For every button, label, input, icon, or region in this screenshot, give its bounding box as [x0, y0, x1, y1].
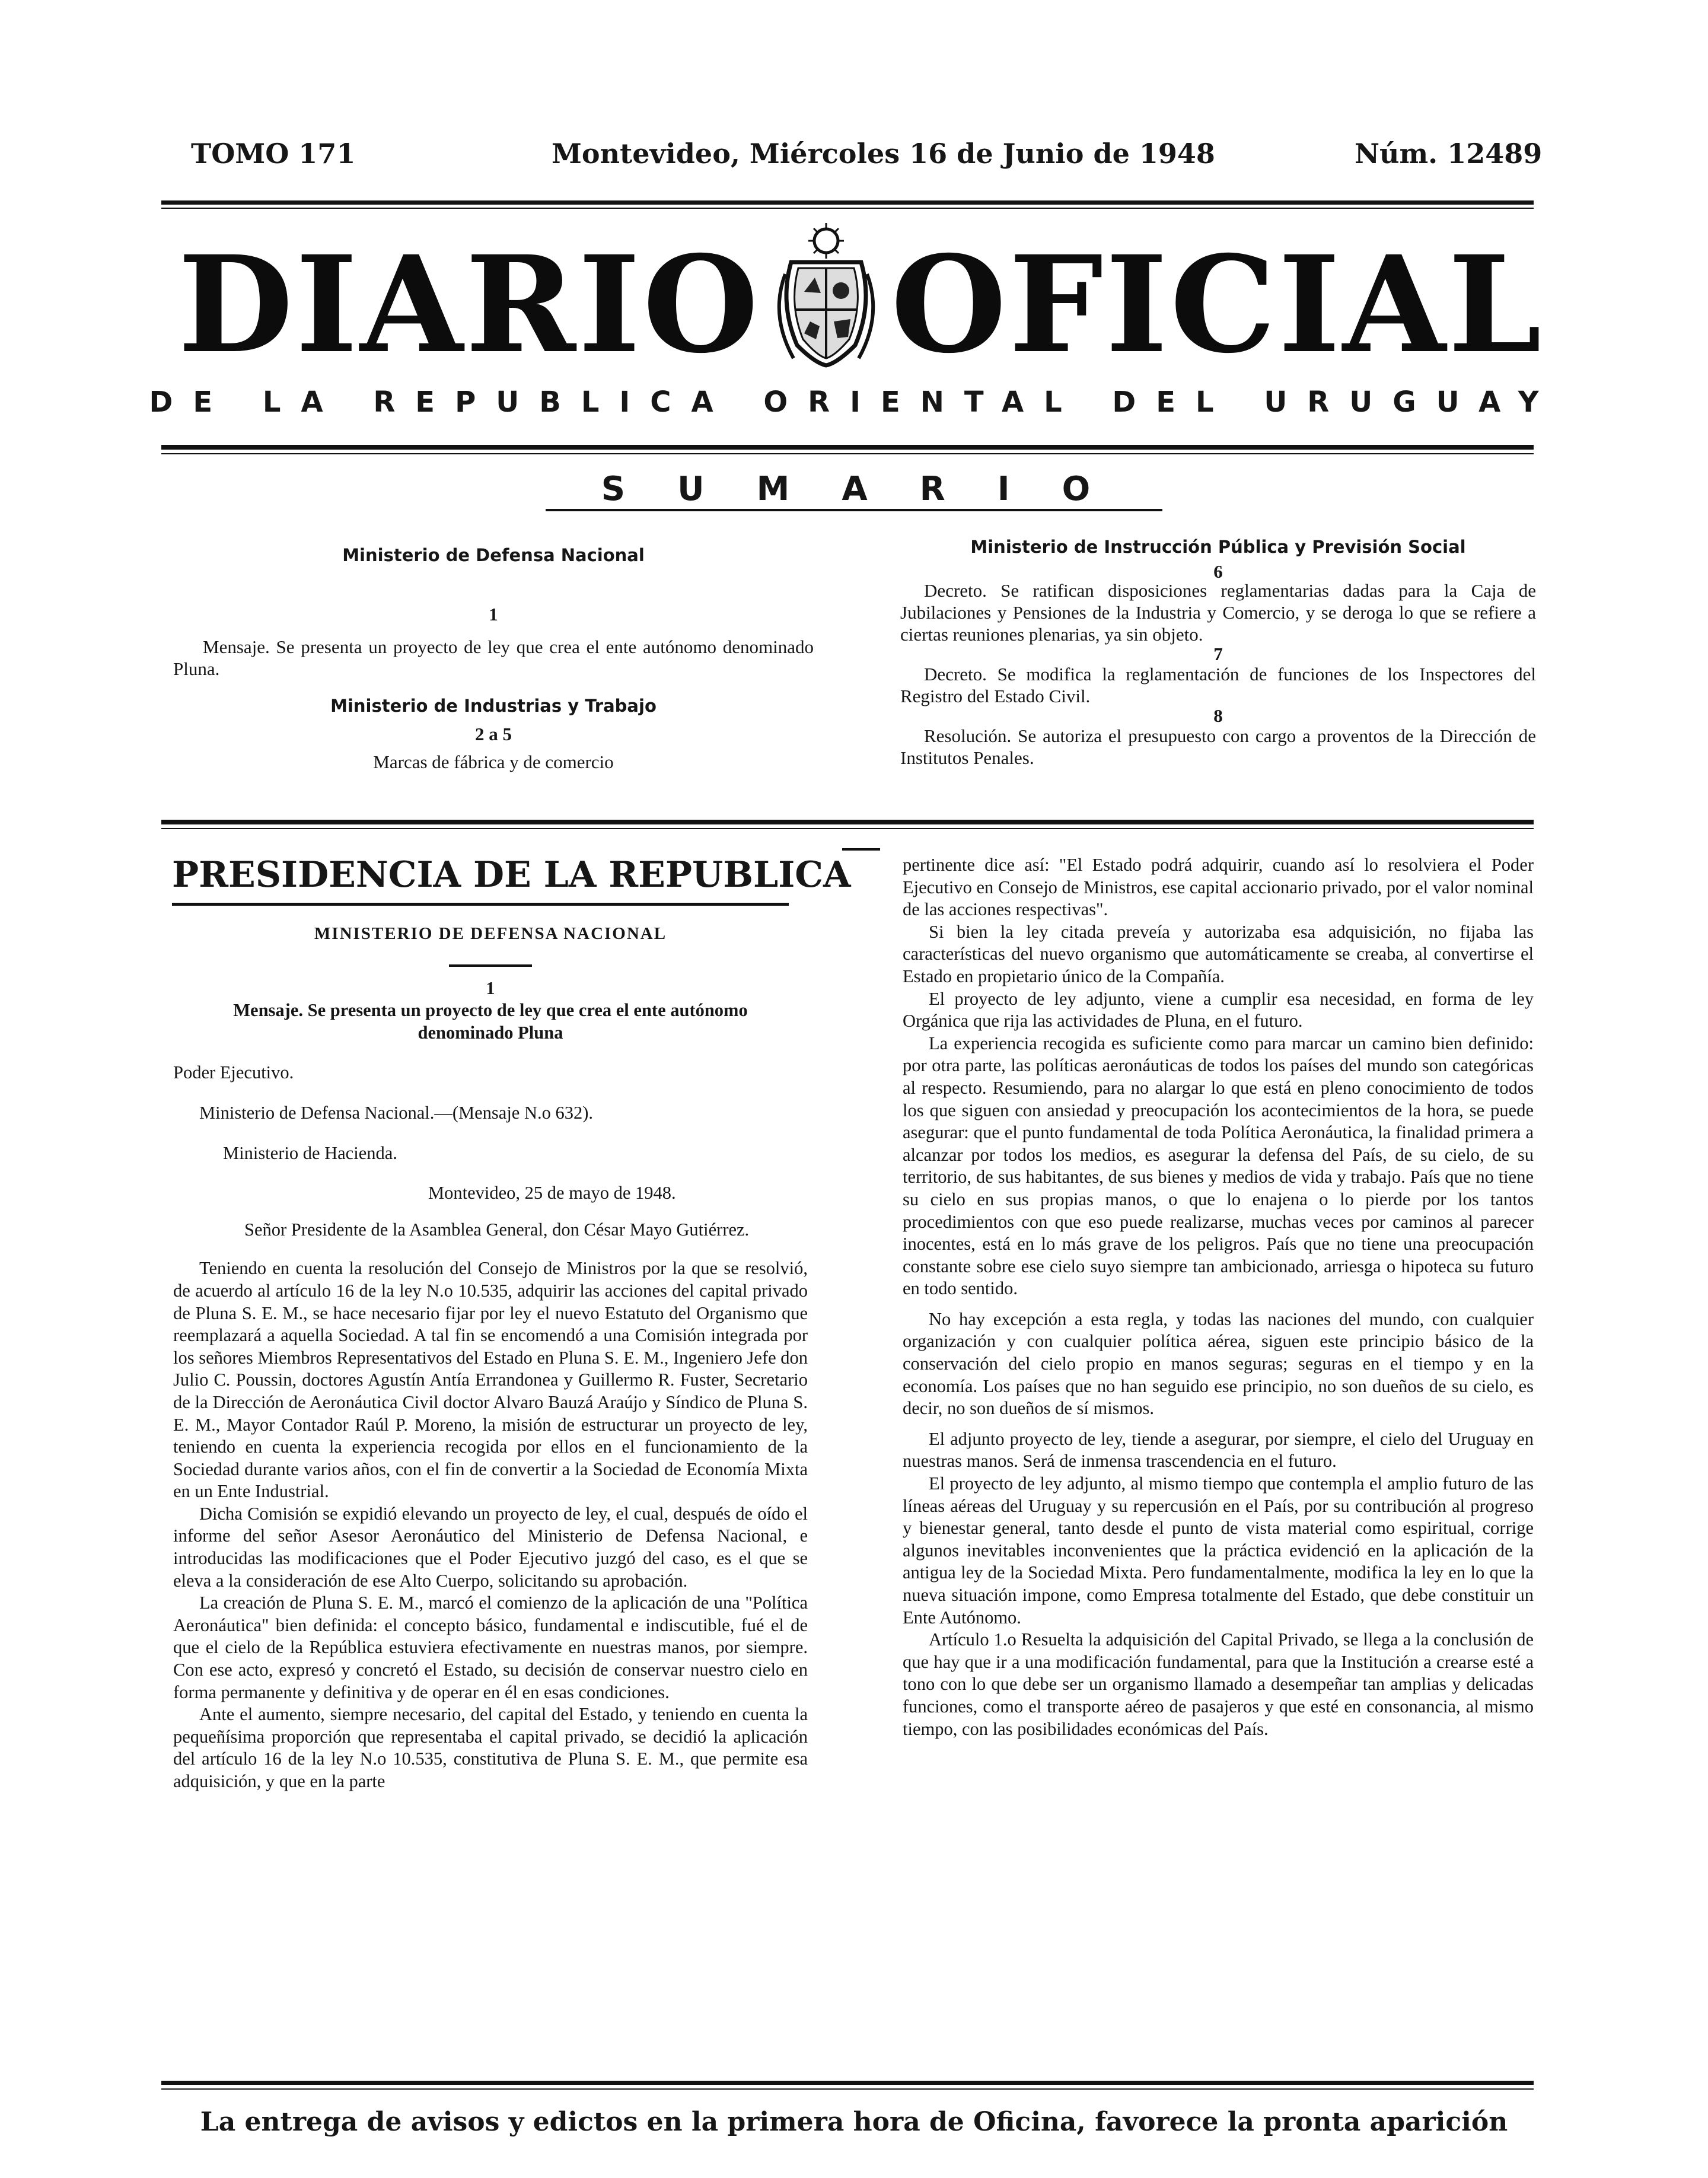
article-paragraph: La experiencia recogida es suficiente como para marcar un camino bien definido: por otra parte, las políticas aeronáuticas de todos los países del mundo son categóricas al respecto. Resumiendo, para no alargar lo que está en pleno conocimiento de todos los que siguen con ansiedad y preocupación los acontecimientos de la hora, se puede asegurar: que el punto fundamental de toda Política Aeronáutica, la finalidad primera a alcanzar por todos los medios, es asegurar la defensa del País, de su cielo, de su territorio, de sus habitantes, de sus bienes y medios de vida y trabajo. País que no tiene su cielo en sus propias manos, o que lo enajena o lo pierde por los tantos procedimientos con que eso puede realizarse, muchas veces por caminos al parecer inocentes, está en lo más grave de los peligros. País que no tiene una preocupación constante sobre ese cielo suyo siempre tan ambicionado, arriesga o hipoteca su futuro en todo sentido.: [903, 1033, 1534, 1299]
summary-title-underline: [546, 509, 1162, 511]
summary-bottom-rule: [161, 820, 1534, 824]
summary-item-text: Marcas de fábrica y de comercio: [373, 752, 614, 772]
summary-bottom-rule-thin: [161, 828, 1534, 829]
article-paragraph: El adjunto proyecto de ley, tiende a asegurar, por siempre, el cielo del Uruguay en nuestras manos. Será de inmensa trascendencia en el futuro.: [903, 1428, 1534, 1472]
article-ministry: MINISTERIO DE DEFENSA NACIONAL: [314, 924, 667, 943]
summary-title: SUMARIO: [601, 470, 1143, 508]
summary-item-text: Mensaje. Se presenta un proyecto de ley que crea el ente autónomo denominado Pluna.: [173, 636, 814, 679]
summary-item-text: Decreto. Se modifica la reglamentación de funciones de los Inspectores del Registro del Estado Civil.: [900, 664, 1536, 706]
masthead-title-right: OFICIAL: [891, 227, 1544, 383]
article-line: Poder Ejecutivo.: [173, 1062, 294, 1083]
summary-right-column: [900, 536, 1536, 769]
issue-number: Núm. 12489: [1355, 138, 1543, 170]
article-heading: Mensaje. Se presenta un proyecto de ley que crea el ente autónomo denominado Pluna: [233, 1000, 748, 1043]
article-paragraph: Teniendo en cuenta la resolución del Consejo de Ministros por la que se resolvió, de acuerdo al artículo 16 de la ley N.o 10.535, adquirir las acciones del capital privado de Pluna S. E. M., se hace necesario fijar por ley el nuevo Estatuto del Organismo que reemplazará a aquella Sociedad. A tal fin se encomendó a una Comisión integrada por los señores Miembros Representativos del Estado en Pluna S. E. M., Ingeniero Jefe don Julio C. Poussin, doctores Agustín Antía Errandonea y Guillermo R. Fuster, Secretario de la Dirección de Aeronáutica Civil doctor Alvaro Bauzá Araújo y Síndico de Pluna S. E. M., Mayor Contador Raúl P. Moreno, la misión de estructurar un proyecto de ley, teniendo en cuenta la experiencia recogida por ellos en el funcionamiento de la Sociedad durante varios años, con el fin de convertir a la Sociedad de Economía Mixta en un Ente Industrial.: [173, 1258, 808, 1502]
masthead-title-left: DIARIO: [178, 227, 761, 383]
article-right-column: [903, 854, 1534, 1740]
header-rule: [161, 200, 1534, 205]
dateline: Montevideo, Miércoles 16 de Junio de 1948: [552, 138, 1215, 170]
header-rule-thin: [161, 208, 1534, 209]
article-paragraph: pertinente dice así: "El Estado podrá adquirir, cuando así lo resolviera el Poder Ejecutivo en Consejo de Ministros, ese capital accionario privado, por el valor nominal de las acciones respectivas".: [903, 855, 1534, 920]
volume-number: TOMO 171: [191, 138, 356, 170]
article-paragraph: El proyecto de ley adjunto, viene a cumplir esa necesidad, en forma de ley Orgánica que rija las actividades de Pluna, en el futuro.: [903, 988, 1534, 1031]
article-left-column: [173, 923, 808, 1793]
section-title: PRESIDENCIA DE LA REPUBLICA: [172, 854, 851, 896]
summary-item-number: 8: [1213, 705, 1223, 726]
masthead-rule: [161, 445, 1534, 450]
footer-notice: La entrega de avisos y edictos en la primera hora de Oficina, favorece la pronta aparición: [200, 2107, 1508, 2137]
summary-item-number: 6: [1213, 561, 1223, 582]
masthead-rule-thin: [161, 453, 1534, 454]
article-paragraph: Si bien la ley citada preveía y autorizaba esa adquisición, no fijaba las características del nuevo organismo que automáticamente se creaba, al convertirse el Estado en propietario único de la Compañía.: [903, 921, 1534, 986]
summary-ministry-industrias: Ministerio de Industrias y Trabajo: [330, 696, 657, 716]
column-divider: [842, 848, 880, 851]
article-line: Ministerio de Defensa Nacional.—(Mensaje N.o 632).: [199, 1102, 594, 1123]
summary-ministry-defensa: Ministerio de Defensa Nacional: [342, 545, 645, 565]
summary-item-text: Resolución. Se autoriza el presupuesto con cargo a proventos de la Dirección de Institutos Penales.: [900, 725, 1536, 768]
article-paragraph: Ante el aumento, siempre necesario, del capital del Estado, y teniendo en cuenta la pequeñísima proporción que representaba el capital privado, se decidió la aplicación del artículo 16 de la ley N.o 10.535, constitutiva de Pluna S. E. M., que permite esa adquisición, y que en la parte: [173, 1704, 808, 1791]
article-number: 1: [486, 977, 495, 998]
article-line: Señor Presidente de la Asamblea General, don César Mayo Gutiérrez.: [244, 1219, 750, 1240]
article-paragraph: Dicha Comisión se expidió elevando un proyecto de ley, el cual, después de oído el informe del señor Asesor Aeronáutico del Ministerio de Defensa Nacional, e introducidas las modificaciones que el Poder Ejecutivo juzgó del caso, es el que se eleva a la consideración de ese Alto Cuerpo, solicitando su aprobación.: [173, 1503, 808, 1591]
summary-item-number: 1: [489, 604, 498, 625]
article-paragraph: El proyecto de ley adjunto, al mismo tiempo que contempla el amplio futuro de las líneas aéreas del Uruguay y su repercusión en el País, por su contribución al progreso y bienestar general, tanto desde el punto de vista material como espiritual, corrige algunos inevitables inconvenientes que la práctica evidenció en la aplicación de la antigua ley de la Sociedad Mixta. Pero fundamentalmente, modifica la ley en lo que la nueva situación impone, como Empresa totalmente del Estado, que debe constituir un Ente Autónomo.: [903, 1473, 1534, 1628]
article-line: Montevideo, 25 de mayo de 1948.: [428, 1183, 676, 1203]
article-paragraph: Artículo 1.o Resuelta la adquisición del Capital Privado, se llega a la conclusión de que hay que ir a una modificación fundamental, para que la Institución a crearse esté a tono con lo que debe ser un organismo llamado a desempeñar tan amplias y delicadas funciones, como el transporte aéreo de pasajeros y que esté en consonancia, al mismo tiempo, con las posibilidades económicas del País.: [903, 1629, 1534, 1739]
footer-rule-thin: [161, 2088, 1534, 2090]
section-title-underline: [172, 903, 789, 906]
summary-item-number: 7: [1213, 644, 1223, 664]
coat-of-arms-icon: [767, 221, 885, 369]
divider: [449, 964, 532, 967]
summary-item-number: 2 a 5: [475, 724, 512, 744]
article-line: Ministerio de Hacienda.: [223, 1142, 397, 1163]
summary-item-text: Decreto. Se ratifican disposiciones reglamentarias dadas para la Caja de Jubilaciones y Pensiones de la Industria y Comercio, y se deroga lo que se refiere a ciertas reuniones plenarias, ya sin objeto.: [900, 580, 1536, 645]
article-paragraph: La creación de Pluna S. E. M., marcó el comienzo de la aplicación de una "Política Aeronáutica" bien definida: el concepto básico, fundamental e indiscutible, fué el de que el cielo de la República estuviera efectivamente en nuestras manos, por siempre. Con ese acto, expresó y concretó el Estado, su decisión de conservar nuestro cielo en forma permanente y definitiva y de operar en él en esas condiciones.: [173, 1593, 808, 1702]
summary-ministry-instruccion: Ministerio de Instrucción Pública y Previsión Social: [970, 537, 1466, 557]
masthead-subtitle: DE LA REPUBLICA ORIENTAL DEL URUGUAY: [149, 386, 1559, 419]
article-paragraph: No hay excepción a esta regla, y todas las naciones del mundo, con cualquier organización y con cualquier política aérea, siguen este principio básico de la conservación del cielo propio en manos seguras; seguras en el tiempo y en la economía. Los países que no han seguido ese principio, no son dueños de su cielo, es decir, no son dueños de sí mismos.: [903, 1308, 1534, 1419]
summary-left-column: [173, 544, 814, 773]
footer-rule: [161, 2081, 1534, 2085]
